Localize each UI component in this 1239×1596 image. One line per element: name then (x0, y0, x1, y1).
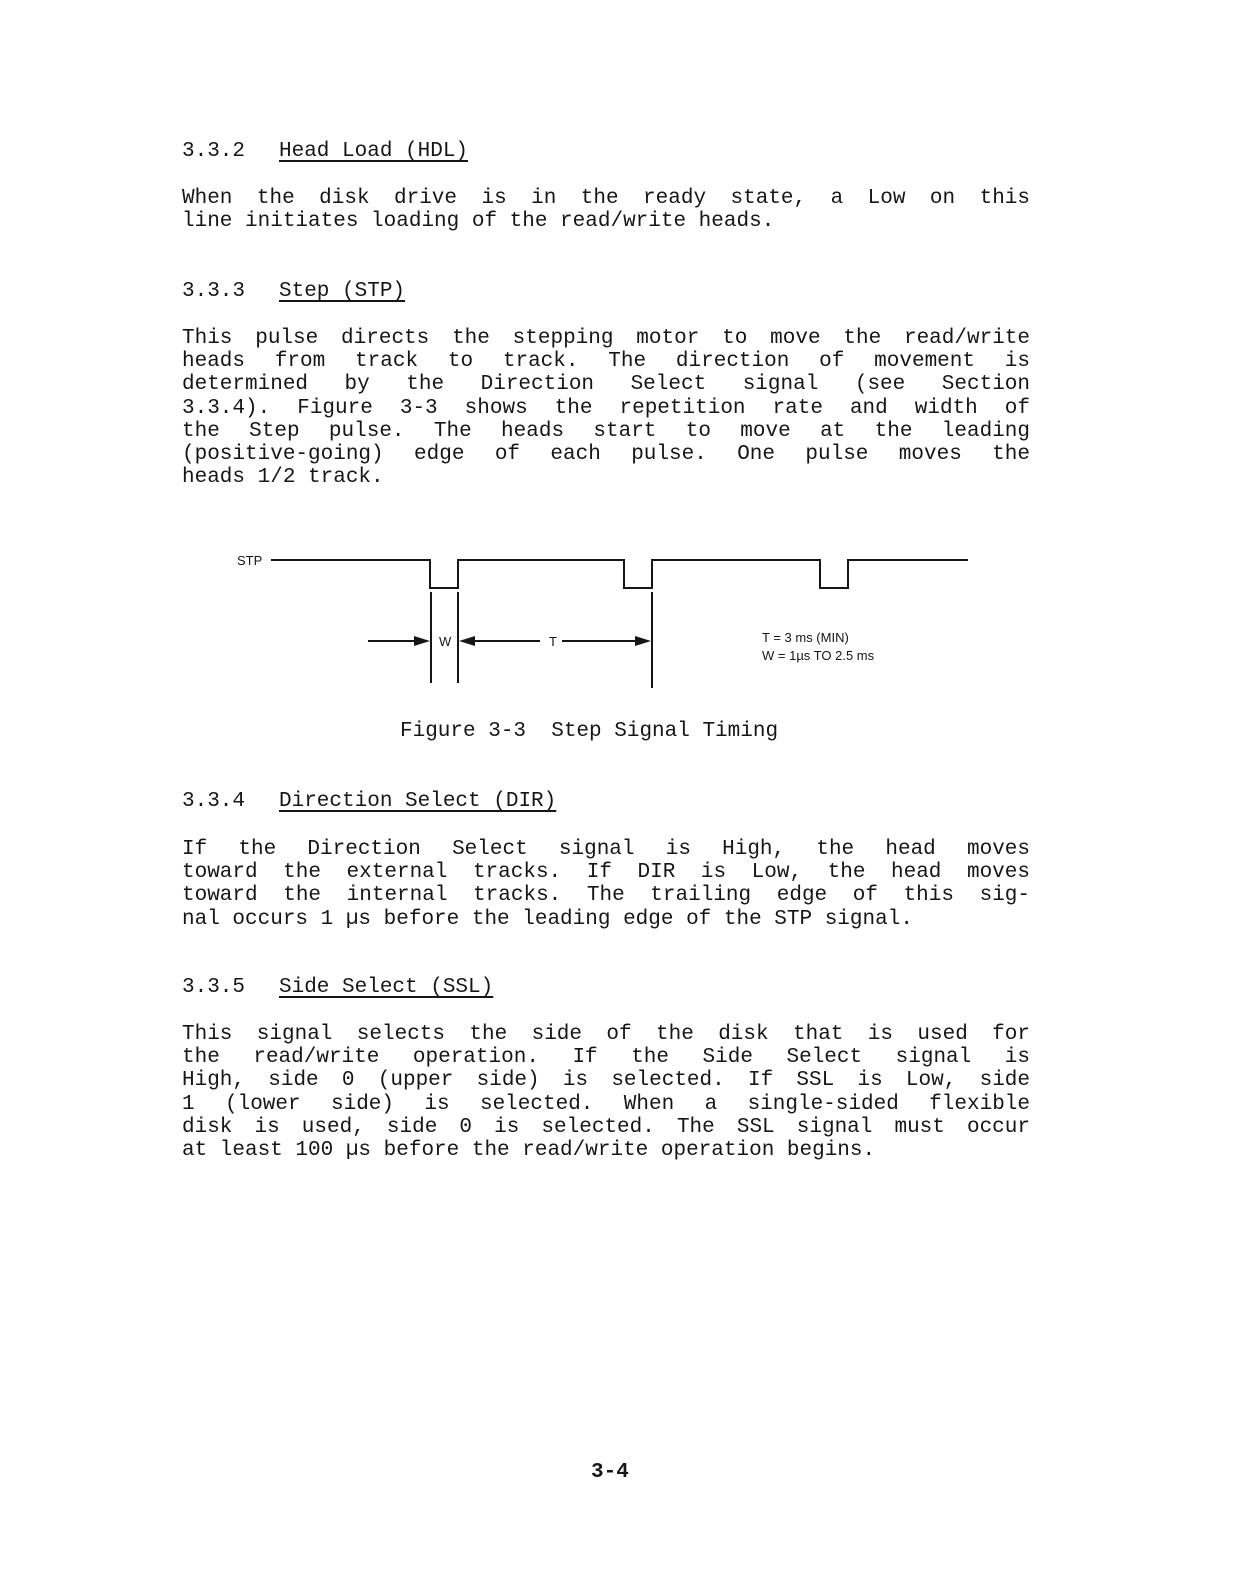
section-title: Side Select (SSL) (279, 976, 494, 999)
stp-waveform (271, 560, 968, 588)
text-line: When the disk drive is in the ready state, a Low on this (182, 187, 1030, 210)
section-title: Head Load (HDL) (279, 140, 469, 163)
section-heading (182, 279, 405, 305)
section-heading (182, 789, 556, 815)
text-line: heads from track to track. The direction of movement is (182, 350, 1030, 374)
text-line: High, side 0 (upper side) is selected. If SSL is Low, side (182, 1069, 1030, 1093)
text-line: toward the external tracks. If DIR is Low, the head moves (182, 861, 1030, 885)
text-line: line initiates loading of the read/write heads. (182, 210, 775, 234)
section-heading (182, 975, 493, 1001)
timing-note-w: W = 1µs TO 2.5 ms (762, 648, 875, 663)
t-arrow-head-left-icon (459, 636, 475, 646)
section-paragraph (182, 327, 1030, 489)
text-line: This pulse directs the stepping motor to move the read/write (182, 327, 1030, 350)
text-line: If the Direction Select signal is High, the head moves (182, 838, 1030, 861)
text-line: heads 1/2 track. (182, 466, 384, 490)
timing-note-t: T = 3 ms (MIN) (762, 630, 849, 645)
w-arrow-head-icon (414, 636, 430, 646)
text-line: This signal selects the side of the disk that is used for (182, 1023, 1030, 1046)
section-number: 3.3.3 (182, 280, 246, 303)
section-paragraph (182, 187, 1030, 233)
text-line: disk is used, side 0 is selected. The SSL signal must occur (182, 1115, 1030, 1139)
section-paragraph (182, 838, 1030, 931)
text-line: determined by the Direction Select signal (see Section (182, 373, 1030, 397)
section-number: 3.3.4 (182, 790, 246, 813)
section-title: Step (STP) (279, 280, 406, 303)
page-number: 3-4 (591, 1461, 629, 1484)
text-line: the Step pulse. The heads start to move at the leading (182, 419, 1030, 443)
t-label: T (549, 634, 557, 649)
section-number: 3.3.2 (182, 140, 246, 163)
section-number: 3.3.5 (182, 976, 246, 999)
w-label: W (439, 634, 452, 649)
section-heading (182, 139, 468, 165)
text-line: at least 100 µs before the read/write operation begins. (182, 1139, 876, 1163)
figure-caption: Figure 3-3 Step Signal Timing (400, 720, 779, 743)
text-line: nal occurs 1 µs before the leading edge of the STP signal. (182, 907, 913, 931)
text-line: the read/write operation. If the Side Select signal is (182, 1046, 1030, 1070)
text-line: (positive-going) edge of each pulse. One pulse moves the (182, 443, 1030, 467)
text-line: toward the internal tracks. The trailing edge of this sig- (182, 884, 1030, 908)
step-timing-diagram (0, 540, 1239, 710)
section-paragraph (182, 1023, 1030, 1162)
text-line: 3.3.4). Figure 3-3 shows the repetition rate and width of (182, 396, 1030, 420)
text-line: 1 (lower side) is selected. When a single-sided flexible (182, 1092, 1030, 1116)
stp-signal-label: STP (237, 553, 263, 568)
section-title: Direction Select (DIR) (279, 790, 557, 813)
t-arrow-head-right-icon (635, 636, 651, 646)
